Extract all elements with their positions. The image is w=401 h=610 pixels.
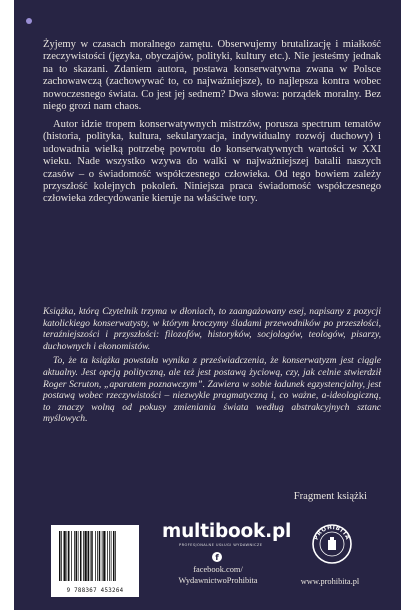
facebook-line-1: facebook.com/ [193, 565, 243, 574]
blurb-paragraph-1: Żyjemy w czasach moralnego zamętu. Obserwujemy brutalizację i miałkość rzeczywistości (języka, obyczajów, polityki, kultury etc.). Nie jesteśmy jednak na to skazani. Zdaniem autora, postawa konserwatywna zwana w Polsce zachowawczą (zachowywać to, co najważniejsze), to najlepsza kontra wobec nowoczesnego świata. Co jest jej sednem? Dwa słowa: porządek moralny. Bez niego grozi nam chaos. [43, 39, 381, 113]
facebook-line-2: WydawnictwoProhibita [178, 575, 258, 585]
prohibita-url: www.prohibita.pl [300, 577, 360, 586]
blurb-paragraph-2: Autor idzie tropem konserwatywnych mistrzów, porusza spectrum tematów (historia, polityka, kultura, sekularyzacja, indywidualny rozwój duchowy) i udowadnia wielką potrzebę powrotu do konserwatywnych wartości w XXI wieku. Nade wszystko wzywa do walki w najważniejszej batalii naszych czasów – o świadomość współczesnego człowieka. Od tego bowiem zależy przyszłość kolejnych pokoleń. Niniejsza praca świadomość współczesnego człowieka zdecydowanie kieruje na właściwe tory. [43, 118, 381, 205]
isbn-barcode [51, 525, 139, 597]
multibook-logo: multibook.pl [162, 521, 292, 542]
accent-dot [26, 18, 32, 24]
barcode-digits: 9 788367 453264 [66, 588, 124, 594]
prohibita-wordmark: PROHIBITA [313, 524, 351, 542]
multibook-tagline: PROFESJONALNE USŁUGI WYDAWNICZE [179, 543, 263, 547]
quote-source: Fragment książki [293, 491, 367, 502]
prohibita-logo [311, 523, 353, 571]
back-cover [14, 0, 401, 610]
blurb [43, 39, 381, 206]
quote-paragraph-2: To, że ta książka powstała wynika z przeświadczenia, że konserwatyzm jest ciągle aktualny. Jest opcją polityczną, ale też jest postawą życiową, czy, jak celnie stwierdził Roger Scruton, „aparatem poznawczym”. Zawiera w sobie ładunek egzystencjalny, jest postawą wobec rzeczywistości – niezwykle pragmatyczną i, co ważne, a-ideologiczną, to znaczy wolną od pokusy zmieniania świata według abstrakcyjnych sztanc myślowych. [43, 355, 381, 425]
barcode-icon [57, 529, 133, 585]
quote-paragraph-1: Książka, którą Czytelnik trzyma w dłoniach, to zaangażowany esej, napisany z pozycji katolickiego konserwatysty, w którym kroczymy śladami przewodników po przeszłości, teraźniejszości i przyszłości: filozofów, historyków, socjologów, teologów, pisarzy, duchownych i ekonomistów. [43, 306, 381, 352]
facebook-link [166, 565, 270, 586]
quote-block [43, 306, 381, 425]
facebook-icon: f [212, 552, 222, 562]
